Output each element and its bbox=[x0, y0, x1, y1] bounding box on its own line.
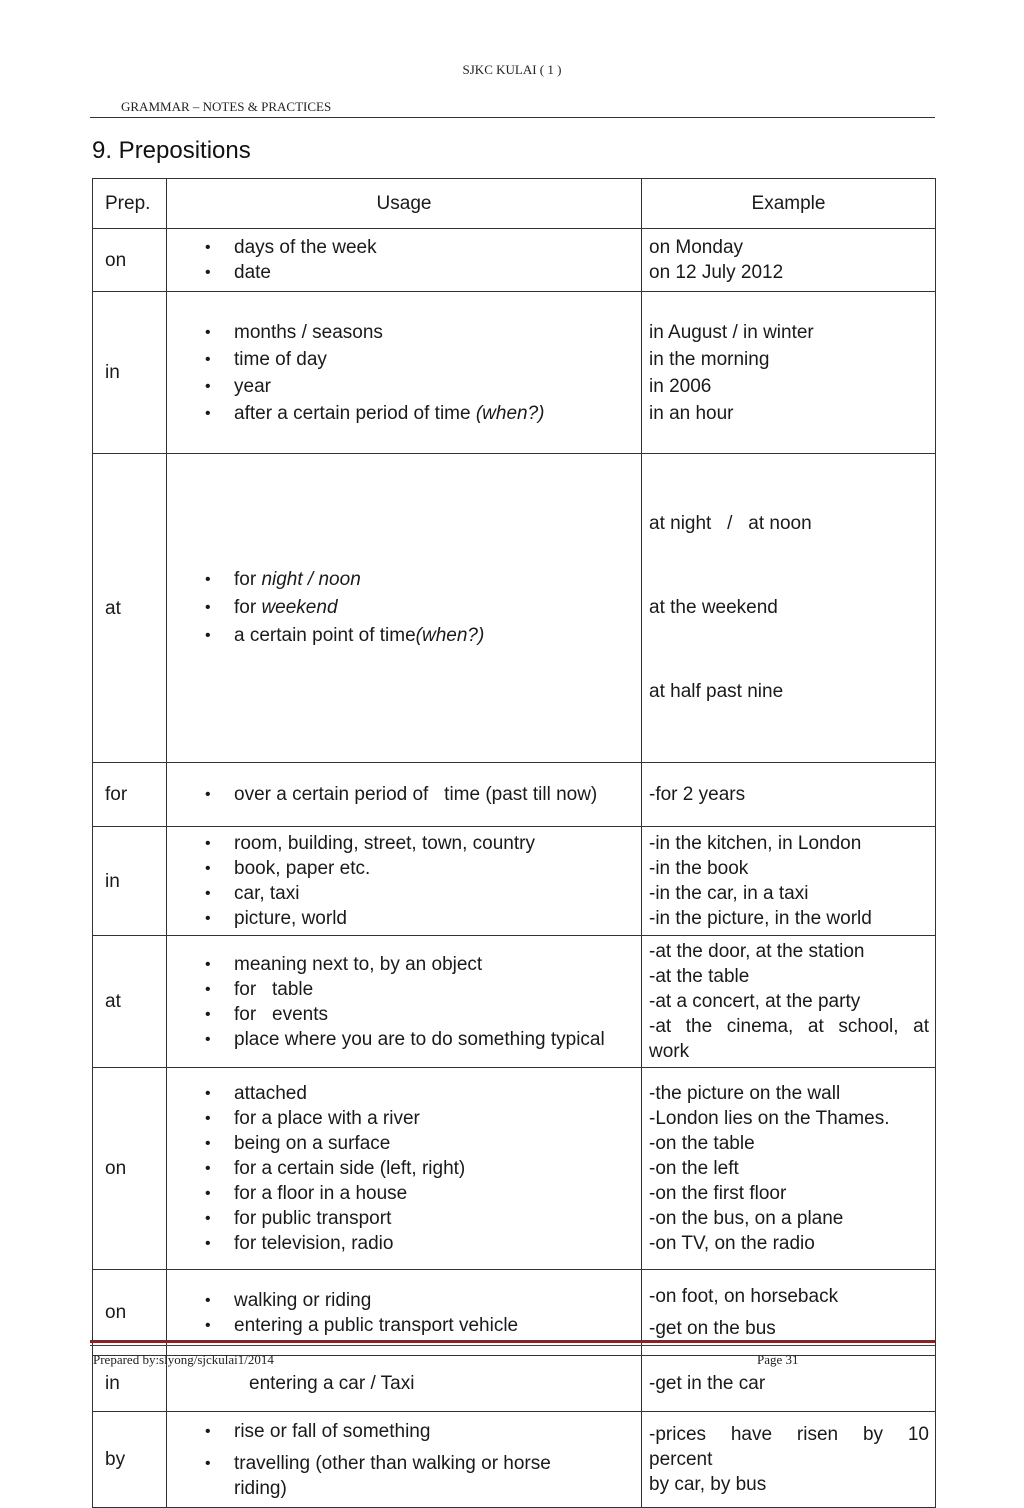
example-line: -on foot, on horseback bbox=[649, 1285, 839, 1307]
usage-emphasis: night / noon bbox=[261, 569, 361, 590]
usage-item: • entering a public transport vehicle bbox=[167, 1313, 641, 1338]
example-cell bbox=[642, 763, 936, 827]
table-row bbox=[93, 827, 936, 936]
usage-item: • over a certain period of time (past till now) bbox=[167, 782, 641, 807]
table-row bbox=[93, 229, 936, 292]
prep-cell: for bbox=[93, 763, 167, 827]
usage-item: • rise or fall of something bbox=[167, 1419, 641, 1444]
prep-cell: at bbox=[93, 454, 167, 763]
usage-item: • months / seasons bbox=[167, 319, 641, 346]
example-line: at the weekend bbox=[649, 597, 778, 618]
prep-cell: by bbox=[93, 1412, 167, 1508]
prep-cell: in bbox=[93, 292, 167, 454]
usage-cell: entering a car / Taxi bbox=[167, 1356, 642, 1412]
prep-cell: in bbox=[93, 827, 167, 936]
usage-cell bbox=[167, 936, 642, 1068]
example-line: -London lies on the Thames. bbox=[649, 1108, 890, 1129]
footer-divider-thin bbox=[90, 1345, 935, 1346]
example-cell bbox=[642, 229, 936, 292]
example-cell bbox=[642, 1412, 936, 1508]
example-line: -get on the bus bbox=[649, 1317, 776, 1339]
prep-cell: on bbox=[93, 1270, 167, 1356]
prepositions-table bbox=[92, 178, 936, 1508]
example-line: -get in the car bbox=[649, 1373, 766, 1394]
usage-cell bbox=[167, 827, 642, 936]
usage-emphasis: weekend bbox=[261, 597, 338, 618]
example-line: -prices have risen by 10 percent bbox=[649, 1424, 929, 1470]
prep-cell: on bbox=[93, 229, 167, 292]
example-line: -on TV, on the radio bbox=[649, 1233, 815, 1254]
usage-cell bbox=[167, 1412, 642, 1508]
example-line: at half past nine bbox=[649, 681, 784, 702]
prep-cell: on bbox=[93, 1068, 167, 1270]
usage-item: • for a certain side (left, right) bbox=[167, 1156, 641, 1181]
example-line: -at the cinema, at school, at work bbox=[649, 1016, 929, 1062]
usage-item: • travelling (other than walking or horse riding) bbox=[167, 1451, 641, 1501]
usage-emphasis: (when?) bbox=[475, 402, 545, 424]
usage-cell bbox=[167, 763, 642, 827]
example-line: -the picture on the wall bbox=[649, 1083, 841, 1104]
usage-item: • walking or riding bbox=[167, 1288, 641, 1313]
usage-emphasis: (when?) bbox=[415, 625, 485, 646]
usage-item: • room, building, street, town, country bbox=[167, 831, 641, 856]
footer-page-number: Page 31 bbox=[757, 1352, 799, 1367]
usage-item: • meaning next to, by an object bbox=[167, 952, 641, 977]
example-cell bbox=[642, 827, 936, 936]
usage-item: • book, paper etc. bbox=[167, 856, 641, 881]
table-row bbox=[93, 454, 936, 763]
usage-cell bbox=[167, 292, 642, 454]
example-line: on Monday bbox=[649, 237, 744, 258]
usage-item: • for television, radio bbox=[167, 1231, 641, 1256]
example-line: -for 2 years bbox=[649, 784, 746, 805]
usage-item: • date bbox=[167, 260, 641, 285]
table-row bbox=[93, 1412, 936, 1508]
usage-item bbox=[167, 566, 641, 594]
usage-item: • picture, world bbox=[167, 906, 641, 931]
usage-cell bbox=[167, 454, 642, 763]
example-line: -in the picture, in the world bbox=[649, 908, 872, 929]
example-line: in 2006 bbox=[649, 375, 712, 397]
usage-item: • car, taxi bbox=[167, 881, 641, 906]
example-line: -on the left bbox=[649, 1158, 739, 1179]
usage-text: after a certain period of time bbox=[234, 402, 476, 424]
example-line: -at the table bbox=[649, 966, 750, 987]
usage-item: • attached bbox=[167, 1081, 641, 1106]
example-line: -in the car, in a taxi bbox=[649, 883, 809, 904]
usage-item: • place where you are to do something typical bbox=[167, 1027, 641, 1052]
table-row bbox=[93, 292, 936, 454]
usage-item: • for a floor in a house bbox=[167, 1181, 641, 1206]
usage-item: • time of day bbox=[167, 346, 641, 373]
usage-item bbox=[167, 622, 641, 650]
example-line: -in the kitchen, in London bbox=[649, 833, 862, 854]
table-row bbox=[93, 936, 936, 1068]
example-line: in August / in winter bbox=[649, 321, 814, 343]
header-example: Example bbox=[642, 179, 936, 229]
example-line: by car, by bus bbox=[649, 1474, 767, 1495]
usage-item: • for public transport bbox=[167, 1206, 641, 1231]
usage-text: a certain point of time bbox=[234, 625, 416, 646]
example-line: in an hour bbox=[649, 402, 734, 424]
usage-item bbox=[167, 594, 641, 622]
usage-item bbox=[167, 400, 641, 427]
footer-prepared-by: Prepared by:slyong/sjckulai1/2014 bbox=[93, 1352, 274, 1367]
header-usage: Usage bbox=[167, 179, 642, 229]
usage-item: • year bbox=[167, 373, 641, 400]
example-line: -in the book bbox=[649, 858, 749, 879]
usage-text: for bbox=[234, 597, 262, 618]
header-subtitle: GRAMMAR – NOTES & PRACTICES bbox=[121, 99, 332, 114]
page-title: 9. Prepositions bbox=[92, 137, 251, 164]
header-divider bbox=[90, 117, 935, 118]
example-line: -on the bus, on a plane bbox=[649, 1208, 844, 1229]
example-line: in the morning bbox=[649, 348, 770, 370]
example-cell bbox=[642, 936, 936, 1068]
footer-divider bbox=[90, 1340, 935, 1343]
usage-item: • for table bbox=[167, 977, 641, 1002]
usage-item: • for events bbox=[167, 1002, 641, 1027]
example-cell bbox=[642, 292, 936, 454]
usage-cell bbox=[167, 229, 642, 292]
usage-item: • days of the week bbox=[167, 235, 641, 260]
table-row bbox=[93, 1068, 936, 1270]
example-line: -at a concert, at the party bbox=[649, 991, 861, 1012]
table-row bbox=[93, 763, 936, 827]
example-line: -on the table bbox=[649, 1133, 755, 1154]
usage-cell bbox=[167, 1068, 642, 1270]
example-cell bbox=[642, 1068, 936, 1270]
table-header-row bbox=[93, 179, 936, 229]
example-cell bbox=[642, 454, 936, 763]
example-line: -on the first floor bbox=[649, 1183, 787, 1204]
prep-cell: at bbox=[93, 936, 167, 1068]
usage-item: • for a place with a river bbox=[167, 1106, 641, 1131]
header-prep: Prep. bbox=[93, 179, 167, 229]
example-line: -at the door, at the station bbox=[649, 941, 865, 962]
header-school: SJKC KULAI ( 1 ) bbox=[462, 62, 562, 77]
example-line: at night / at noon bbox=[649, 513, 812, 534]
usage-text: for bbox=[234, 569, 262, 590]
example-line: on 12 July 2012 bbox=[649, 262, 784, 283]
usage-item: • being on a surface bbox=[167, 1131, 641, 1156]
prep-cell: in bbox=[93, 1356, 167, 1412]
